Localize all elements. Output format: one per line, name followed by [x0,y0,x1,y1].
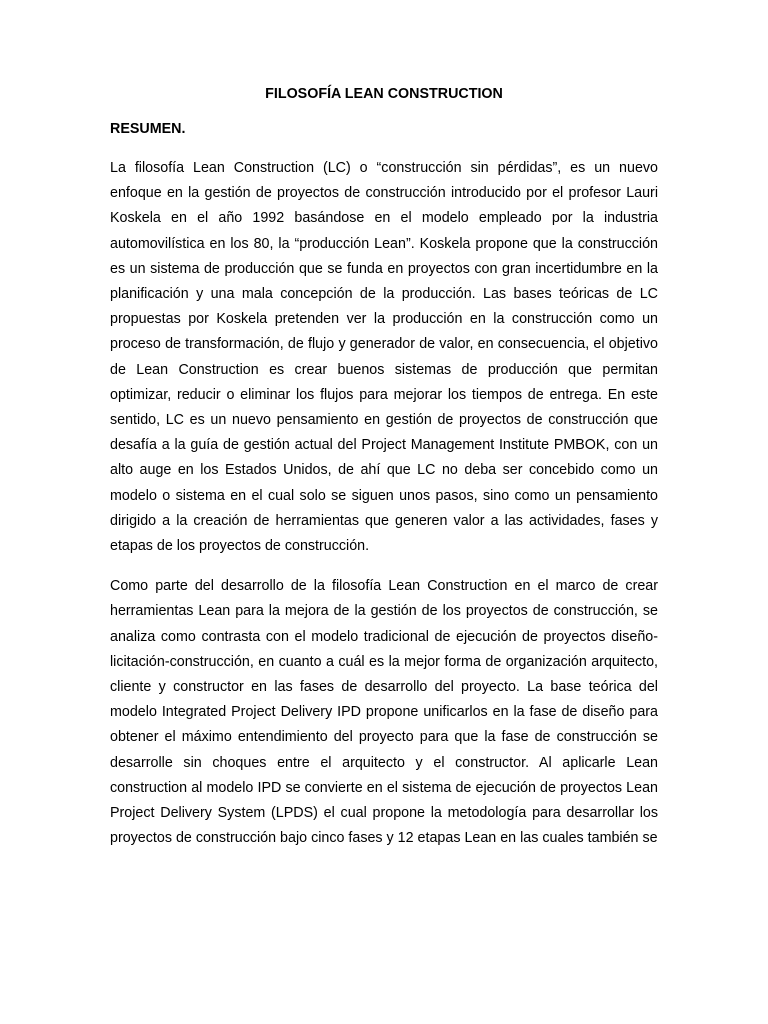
paragraph-1: La filosofía Lean Construction (LC) o “construcción sin pérdidas”, es un nuevo enfoque en la gestión de proyectos de construcción introducido por el profesor Lauri Koskela en el año 1992 basándose en el modelo empleado por la industria automovilística en los 80, la “producción Lean”. Koskela propone que la construcción es un sistema de producción que se funda en proyectos con gran incertidumbre en la planificación y una mala concepción de la producción. Las bases teóricas de LC propuestas por Koskela pretenden ver la producción en la construcción como un proceso de transformación, de flujo y generador de valor, en consecuencia, el objetivo de Lean Construction es crear buenos sistemas de producción que permitan optimizar, reducir o eliminar los flujos para mejorar los tiempos de entrega. En este sentido, LC es un nuevo pensamiento en gestión de proyectos de construcción que desafía a la guía de gestión actual del Project Management Institute PMBOK, con un alto auge en los Estados Unidos, de ahí que LC no deba ser concebido como un modelo o sistema en el cual solo se siguen unos pasos, sino como un pensamiento dirigido a la creación de herramientas que generen valor a las actividades, fases y etapas de los proyectos de construcción. [110,160,658,555]
paragraph-2: Como parte del desarrollo de la filosofía Lean Construction en el marco de crear herramientas Lean para la mejora de la gestión de los proyectos de construcción, se analiza como contrasta con el modelo tradicional de ejecución de proyectos diseño-licitación-construcción, en cuanto a cuál es la mejor forma de organización arquitecto, cliente y constructor en las fases de desarrollo del proyecto. La base teórica del modelo Integrated Project Delivery IPD propone unificarlos en la fase de diseño para obtener el máximo entendimiento del proyecto para que la fase de construcción se desarrolle sin choques entre el arquitecto y el constructor. Al aplicarle Lean construction al modelo IPD se convierte en el sistema de ejecución de proyectos Lean Project Delivery System (LPDS) el cual propone la metodología para desarrollar los proyectos de construcción bajo cinco fases y 12 etapas Lean en las cuales también se [110,578,658,847]
document-body [110,84,658,866]
document-title: FILOSOFÍA LEAN CONSTRUCTION [265,86,503,102]
section-heading-resumen: RESUMEN. [110,121,186,137]
